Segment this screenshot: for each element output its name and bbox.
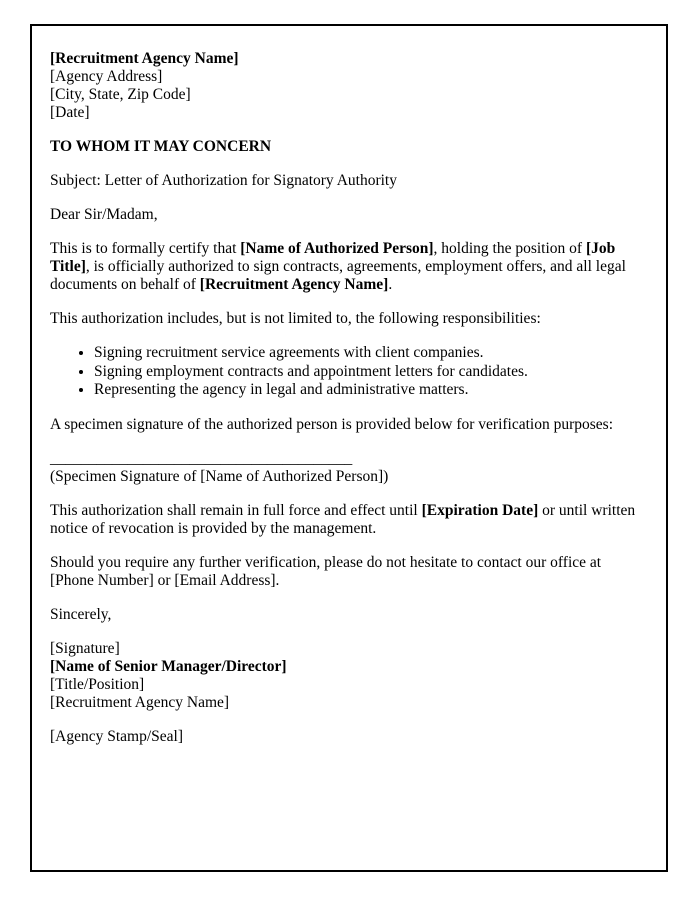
- validity-part1: This authorization shall remain in full force and effect until: [50, 501, 422, 519]
- job-title-placeholder: [Job Title]: [50, 240, 616, 275]
- title-position: [Title/Position]: [50, 675, 145, 693]
- agency-city-state-zip: [City, State, Zip Code]: [50, 86, 191, 103]
- responsibility-item: • Signing recruitment service agreements with client companies.: [94, 344, 640, 363]
- expiration-date-placeholder: [Expiration Date]: [421, 501, 539, 519]
- to-whom-heading: TO WHOM IT MAY CONCERN: [50, 138, 272, 155]
- subject-line: Subject: Letter of Authorization for Signatory Authority: [50, 172, 397, 189]
- agency-name-placeholder: [Recruitment Agency Name]: [199, 276, 389, 293]
- signature-placeholder: [Signature]: [50, 639, 120, 657]
- certify-part2: , holding the position of: [433, 240, 586, 257]
- certify-paragraph: [50, 240, 640, 294]
- agency-address: [Agency Address]: [50, 68, 163, 85]
- closing: Sincerely,: [50, 605, 112, 623]
- certify-part3: , is officially authorized to sign contracts, agreements, employment offers, and all legal documents on behalf of: [50, 258, 626, 293]
- validity-part2: or until written notice of revocation is provided by the management.: [50, 501, 636, 537]
- agency-name: [Recruitment Agency Name]: [50, 50, 239, 67]
- certify-part4: .: [388, 276, 393, 293]
- specimen-signature-line: _______________________________________: [50, 449, 353, 467]
- letter-border-frame: [30, 24, 668, 872]
- letter-header: [50, 50, 640, 122]
- agency-stamp-seal: [Agency Stamp/Seal]: [50, 727, 184, 745]
- certify-part1: This is to formally certify that: [50, 240, 241, 257]
- validity-paragraph: [50, 502, 640, 538]
- responsibility-item: • Signing employment contracts and appointment letters for candidates.: [94, 363, 640, 382]
- letter-date: [Date]: [50, 104, 90, 121]
- responsibilities-intro: This authorization includes, but is not limited to, the following responsibilities:: [50, 310, 541, 327]
- specimen-intro: A specimen signature of the authorized person is provided below for verification purposes:: [50, 415, 614, 433]
- responsibility-item: • Representing the agency in legal and administrative matters.: [94, 381, 640, 400]
- specimen-signature-caption: (Specimen Signature of [Name of Authorized Person]): [50, 467, 389, 485]
- authorized-person-placeholder: [Name of Authorized Person]: [240, 240, 434, 257]
- manager-name: [Name of Senior Manager/Director]: [50, 657, 287, 675]
- greeting: Dear Sir/Madam,: [50, 206, 158, 223]
- signoff-block: [50, 640, 640, 712]
- contact-paragraph: Should you require any further verification, please do not hesitate to contact our office at [Phone Number] or [Email Address].: [50, 553, 602, 589]
- signoff-agency-name: [Recruitment Agency Name]: [50, 693, 230, 711]
- responsibilities-list: [50, 344, 640, 400]
